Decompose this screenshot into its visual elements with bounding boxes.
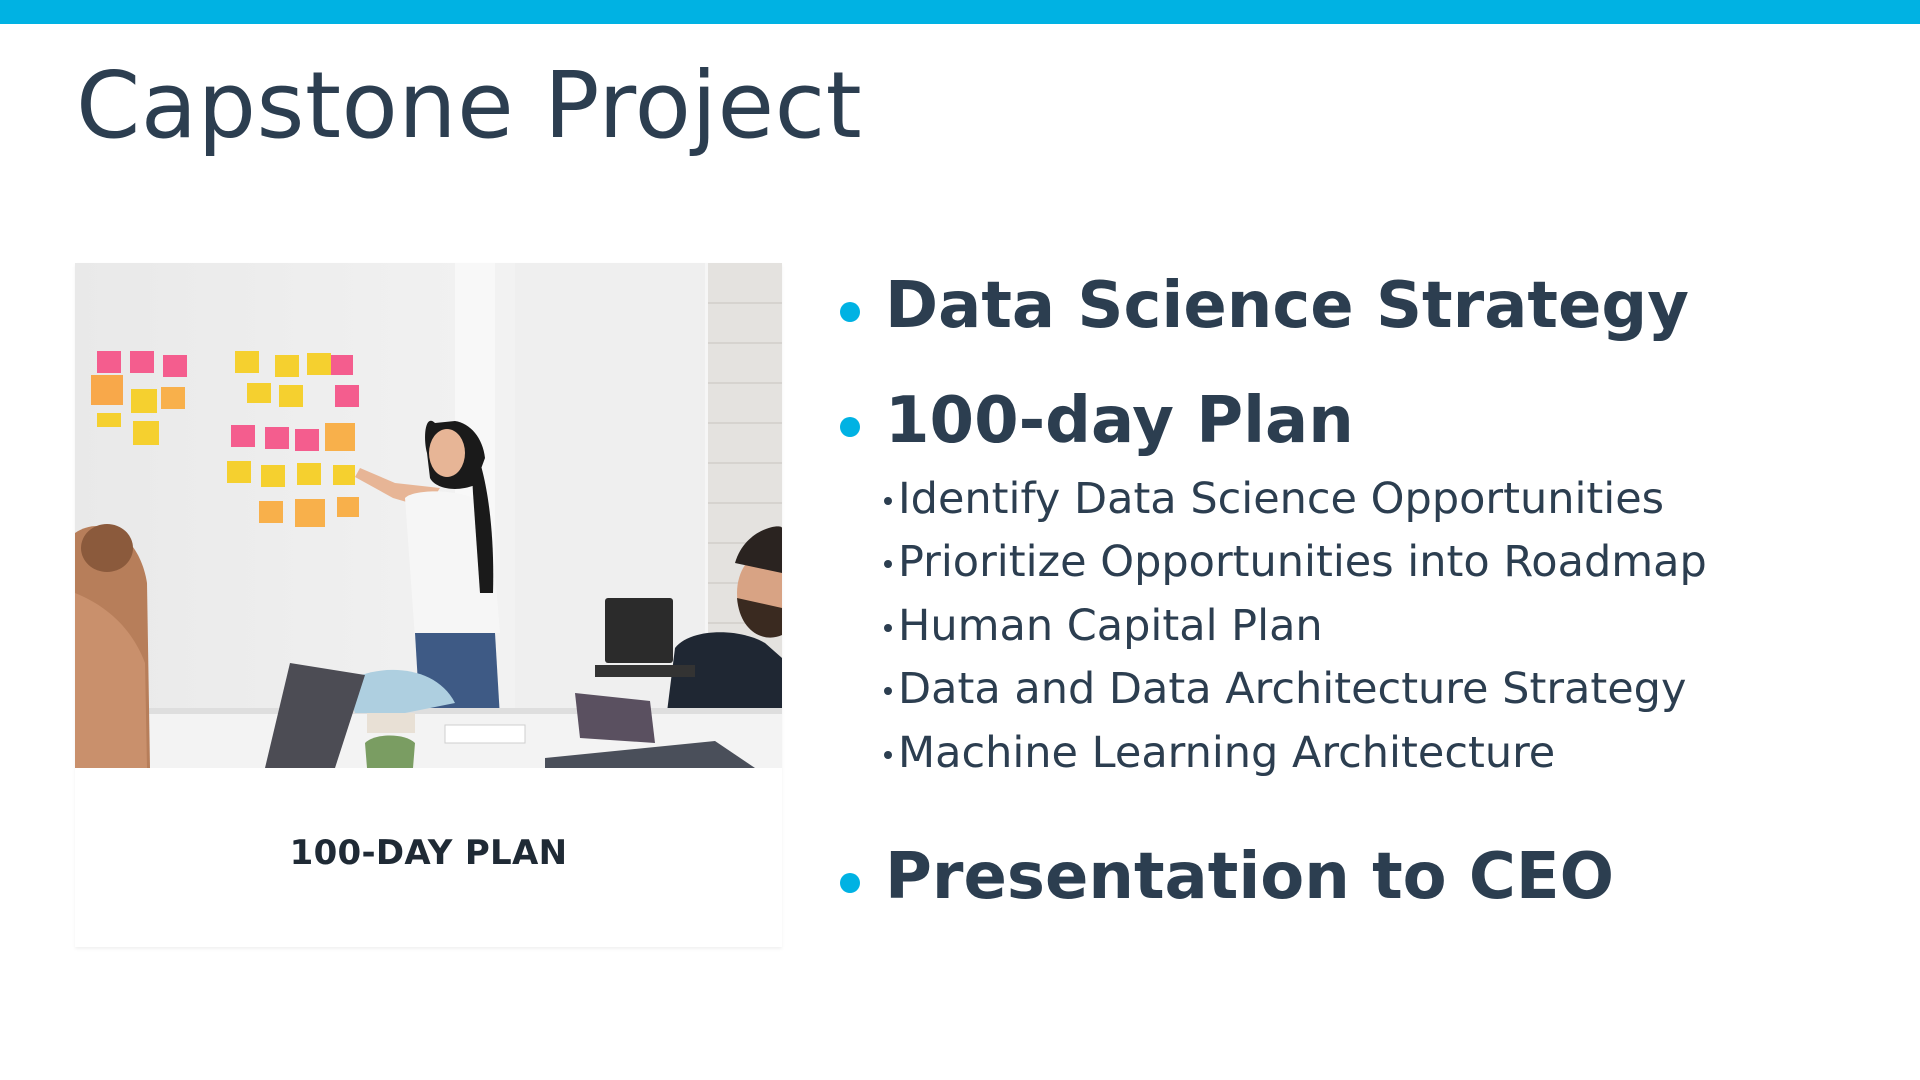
sub-bullet-list (836, 468, 1886, 786)
bullet-dot-icon (840, 302, 860, 322)
image-card (75, 263, 782, 947)
sub-bullet-item: Machine Learning Architecture (836, 722, 1886, 786)
sub-bullet-dot-icon (884, 687, 892, 695)
bullet-list (836, 268, 1886, 916)
bullet-dot-icon (840, 873, 860, 893)
sub-bullet-dot-icon (884, 624, 892, 632)
bullet-label: Presentation to CEO (885, 840, 1614, 915)
image-caption: 100-DAY PLAN (289, 833, 568, 873)
bullet-item (836, 268, 1886, 345)
sub-bullet-dot-icon (884, 560, 892, 568)
bullet-item (836, 383, 1886, 460)
sub-bullet-item: Prioritize Opportunities into Roadmap (836, 531, 1886, 595)
top-accent-bar (0, 0, 1920, 24)
sub-bullet-dot-icon (884, 751, 892, 759)
bullet-item (836, 839, 1886, 916)
office-photo (75, 263, 782, 768)
sub-bullet-item: Data and Data Architecture Strategy (836, 658, 1886, 722)
slide-title: Capstone Project (76, 52, 863, 159)
bullet-label: Data Science Strategy (885, 269, 1689, 343)
bullet-dot-icon (840, 417, 860, 437)
sub-bullet-dot-icon (884, 497, 892, 505)
sub-bullet-item: Identify Data Science Opportunities (836, 468, 1886, 532)
bullet-label: 100-day Plan (885, 383, 1354, 458)
sub-bullet-item: Human Capital Plan (836, 595, 1886, 659)
